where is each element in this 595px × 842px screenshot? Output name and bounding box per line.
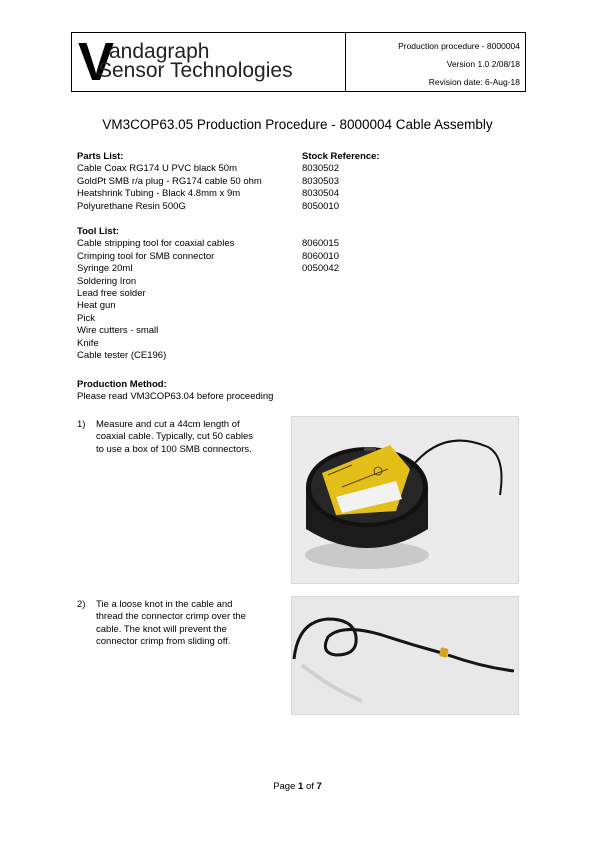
list-item	[77, 176, 380, 188]
page-footer	[0, 781, 595, 792]
procedure-number: Production procedure - 8000004	[398, 41, 520, 51]
step-line: cable. The knot will prevent the	[96, 623, 227, 635]
list-item	[77, 238, 339, 250]
page-of: of	[303, 781, 317, 792]
list-item	[77, 188, 380, 200]
method-note: Please read VM3COP63.04 before proceeding	[77, 391, 274, 403]
part-name: Polyurethane Resin 500G	[77, 200, 186, 212]
list-item	[77, 251, 339, 263]
step-line: connector crimp from sliding off.	[96, 636, 231, 648]
tool-ref: 0050042	[302, 263, 339, 275]
list-item	[77, 263, 339, 275]
tools-heading: Tool List:	[77, 226, 120, 237]
tool-name: Cable stripping tool for coaxial cables	[77, 238, 235, 250]
part-name: Cable Coax RG174 U PVC black 50m	[77, 163, 237, 175]
photo-knotted-cable	[291, 596, 519, 715]
part-ref: 8030504	[302, 188, 339, 200]
part-ref: 8030502	[302, 163, 339, 175]
step-text	[96, 419, 296, 456]
tool-list	[77, 226, 339, 362]
tool-name: Soldering Iron	[77, 275, 137, 287]
document-info	[346, 33, 525, 91]
tool-name: Syringe 20ml	[77, 263, 133, 275]
revision-date: Revision date: 6-Aug-18	[428, 77, 520, 87]
list-item	[77, 300, 339, 312]
photo-cable-reel	[291, 416, 519, 584]
list-item	[77, 350, 339, 362]
logo-text-line2: Sensor Technologies	[98, 59, 293, 82]
version-date: Version 1.0 2/08/18	[446, 59, 520, 69]
step-text	[96, 599, 296, 649]
document-title: VM3COP63.05 Production Procedure - 8000004 Cable Assembly	[102, 117, 493, 132]
list-item	[77, 338, 339, 350]
step-1	[77, 419, 296, 456]
tool-name: Heat gun	[77, 300, 116, 312]
part-name: GoldPt SMB r/a plug - RG174 cable 50 ohm	[77, 175, 262, 187]
step-number: 1)	[77, 419, 86, 430]
step-2	[77, 599, 296, 649]
tool-name: Wire cutters - small	[77, 325, 159, 337]
list-item	[77, 201, 380, 213]
tool-name: Cable tester (CE196)	[77, 350, 167, 362]
list-item	[77, 313, 339, 325]
list-item	[77, 276, 339, 288]
page-label: Page	[273, 781, 299, 792]
method-heading: Production Method:	[77, 379, 167, 390]
step-number: 2)	[77, 599, 86, 610]
step-line: to use a box of 100 SMB connectors.	[96, 443, 252, 455]
page-number: 1	[298, 781, 304, 792]
tool-name: Lead free solder	[77, 288, 146, 300]
company-logo	[72, 33, 346, 91]
step-line: coaxial cable. Typically, cut 50 cables	[96, 431, 254, 443]
tool-name: Pick	[77, 312, 95, 324]
step-line: Measure and cut a 44cm length of	[96, 419, 240, 430]
part-ref: 8050010	[302, 200, 339, 212]
list-item	[77, 288, 339, 300]
logo-v-letter: V	[78, 32, 111, 92]
list-item	[77, 163, 380, 175]
step-line: Tie a loose knot in the cable and	[96, 599, 233, 610]
parts-list	[77, 151, 380, 213]
logo-text-line1: andagraph	[109, 40, 210, 63]
part-ref: 8030503	[302, 175, 339, 187]
tool-ref: 8060010	[302, 250, 339, 262]
tool-ref: 8060015	[302, 238, 339, 250]
document-header	[71, 32, 526, 92]
part-name: Heatshrink Tubing - Black 4.8mm x 9m	[77, 188, 241, 200]
parts-heading: Parts List:	[77, 151, 124, 162]
stock-ref-heading: Stock Reference:	[302, 151, 380, 162]
tool-name: Knife	[77, 337, 99, 349]
step-line: thread the connector crimp over the	[96, 611, 246, 623]
list-item	[77, 325, 339, 337]
tool-name: Crimping tool for SMB connector	[77, 250, 215, 262]
page-total: 7	[316, 781, 322, 792]
production-method	[77, 379, 273, 404]
